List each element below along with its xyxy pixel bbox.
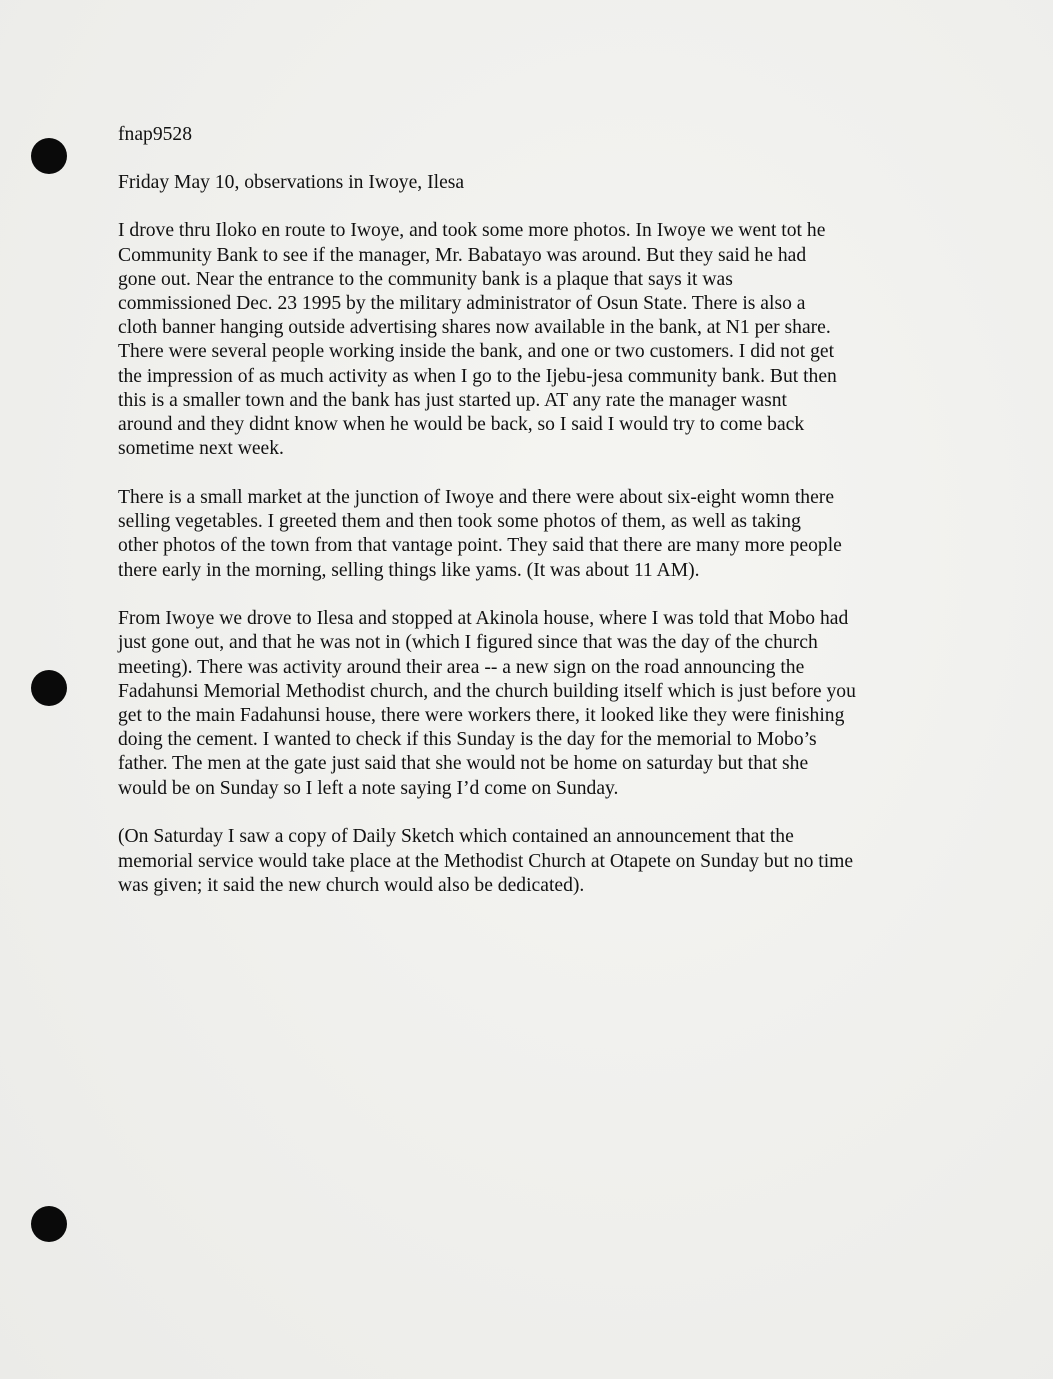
- paragraph-1: I drove thru Iloko en route to Iwoye, and took some more photos. In Iwoye we went tot he Community Bank to see if the manager, Mr. Babatayo was around. But they said he had gone out. Near the entrance to the community bank is a plaque that says it was commissioned Dec. 23 1995 by the military administrator of Osun State. There is also a cloth banner hanging outside advertising shares now available in the bank, at N1 per share. There were several people working inside the bank, and one or two customers. I did not get the impression of as much activity as when I go to the Ijebu-jesa community bank. But then this is a smaller town and the bank has just started up. AT any rate the manager wasnt around and they didnt know when he would be back, so I said I would try to come back sometime next week.: [118, 220, 837, 460]
- paragraph-2: There is a small market at the junction of Iwoye and there were about six-eight womn there selling vegetables. I greeted them and then took some photos of them, as well as taking other photos of the town from that vantage point. They said that there are many more people there early in the morning, selling things like yams. (It was about 11 AM).: [118, 486, 842, 581]
- punch-hole-top: [31, 138, 67, 174]
- punch-hole-middle: [31, 670, 67, 706]
- document-body: [118, 123, 938, 922]
- document-heading: Friday May 10, observations in Iwoye, Ilesa: [118, 172, 465, 194]
- punch-hole-bottom: [31, 1206, 67, 1242]
- document-id: fnap9528: [118, 124, 193, 145]
- paragraph-4: (On Saturday I saw a copy of Daily Sketch which contained an announcement that the memorial service would take place at the Methodist Church at Otapete on Sunday but no time was given; it said the new church would also be dedicated).: [118, 826, 854, 896]
- paragraph-3: From Iwoye we drove to Ilesa and stopped at Akinola house, where I was told that Mobo had just gone out, and that he was not in (which I figured since that was the day of the church meeting). There was activity around their area -- a new sign on the road announcing the Fadahunsi Memorial Methodist church, and the church building itself which is just before you get to the main Fadahunsi house, there were workers there, it looked like they were finishing doing the cement. I wanted to check if this Sunday is the day for the memorial to Mobo’s father. The men at the gate just said that she would not be home on saturday but that she would be on Sunday so I left a note saying I’d come on Sunday.: [118, 608, 856, 799]
